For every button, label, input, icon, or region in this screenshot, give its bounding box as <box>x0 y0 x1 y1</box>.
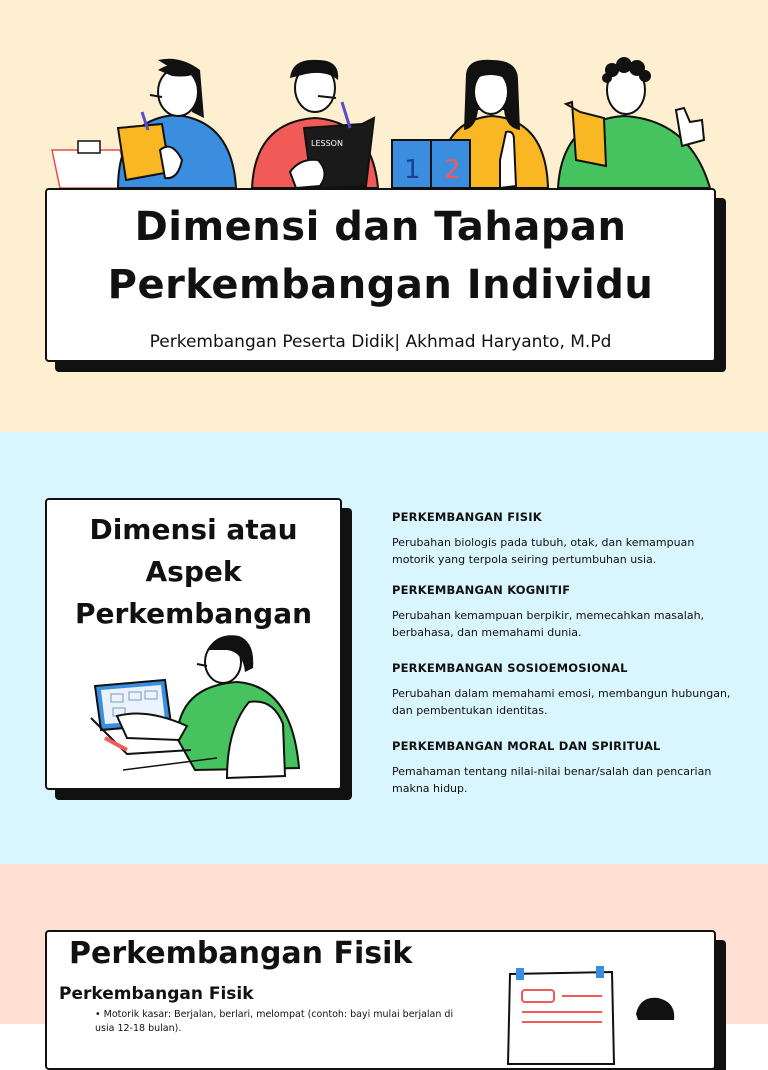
aspect-description: Perubahan biologis pada tubuh, otak, dan kemampuan motorik yang terpola seiring pertumbuhan usia. <box>392 536 695 566</box>
fisik-title: Perkembangan Fisik <box>69 936 413 971</box>
hero-section <box>0 0 768 432</box>
aspect-fisik <box>392 510 732 568</box>
aspect-heading: PERKEMBANGAN MORAL DAN SPIRITUAL <box>392 739 661 753</box>
aspect-heading: PERKEMBANGAN FISIK <box>392 510 542 524</box>
person-tablet-illustration <box>87 628 327 788</box>
dimensi-title <box>47 509 340 635</box>
title-line-1: Dimensi dan Tahapan <box>134 204 627 250</box>
aspect-heading: PERKEMBANGAN SOSIOEMOSIONAL <box>392 661 628 675</box>
svg-text:LESSON: LESSON <box>311 139 343 148</box>
dimensi-title-line-2: Aspek <box>145 555 242 588</box>
dimensi-section <box>0 432 768 864</box>
svg-text:1: 1 <box>404 155 421 185</box>
students-reading-illustration <box>0 0 768 200</box>
svg-text:2: 2 <box>444 155 461 185</box>
student-yellow-icon <box>392 60 548 188</box>
aspect-kognitif <box>392 583 732 641</box>
title-card <box>45 188 716 362</box>
dimensi-title-line-1: Dimensi atau <box>89 513 298 546</box>
aspect-sosioemosional <box>392 661 732 719</box>
fisik-section <box>0 864 768 1034</box>
fisik-subtitle: Perkembangan Fisik <box>59 984 254 1004</box>
aspect-description: Perubahan dalam memahami emosi, membangun hubungan, dan pembentukan identitas. <box>392 687 731 717</box>
aspect-heading: PERKEMBANGAN KOGNITIF <box>392 583 571 597</box>
fisik-bullet: • Motorik kasar: Berjalan, berlari, melompat (contoh: bayi mulai berjalan di usia 12-18 bulan). <box>95 1009 454 1034</box>
dimensi-card <box>45 498 342 790</box>
aspect-description: Perubahan kemampuan berpikir, memecahkan masalah, berbahasa, dan memahami dunia. <box>392 609 705 639</box>
student-green-icon <box>558 57 710 188</box>
aspect-description: Pemahaman tentang nilai-nilai benar/salah dan pencarian makna hidup. <box>392 765 712 795</box>
student-blue-icon <box>52 59 236 188</box>
fisik-card <box>45 930 716 1070</box>
dimensi-title-line-3: Perkembangan <box>74 597 313 630</box>
clipboard-person-illustration <box>502 964 702 1064</box>
page-title <box>47 198 714 314</box>
aspect-moral-spiritual <box>392 739 732 797</box>
page-subtitle: Perkembangan Peserta Didik| Akhmad Haryanto, M.Pd <box>149 332 612 352</box>
title-line-2: Perkembangan Individu <box>107 262 654 308</box>
student-red-icon <box>252 60 378 188</box>
